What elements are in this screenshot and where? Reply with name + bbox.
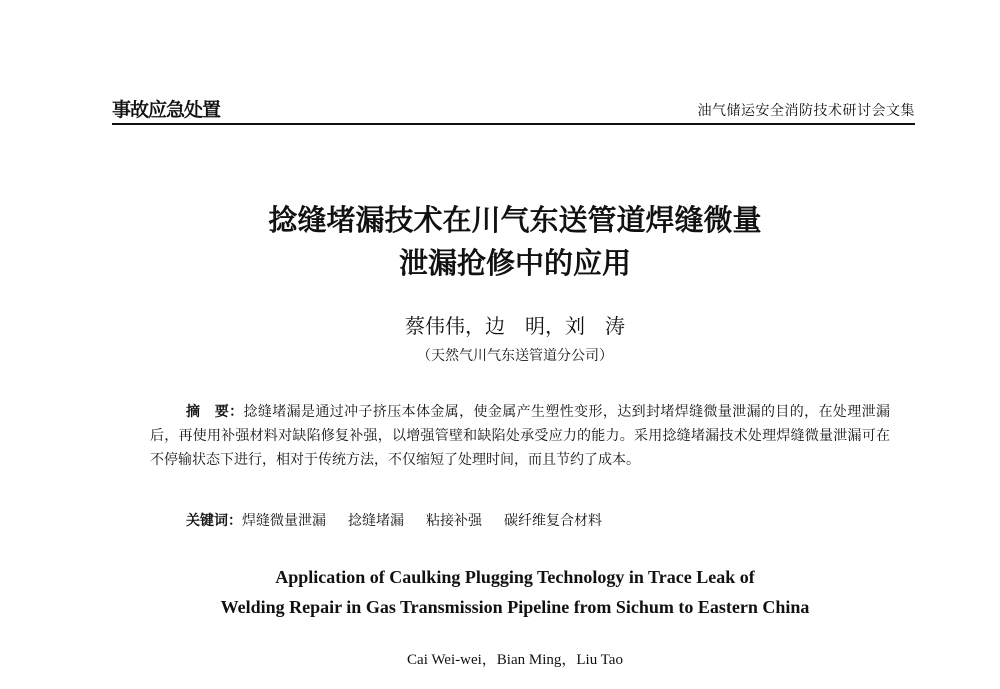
keywords-cn bbox=[186, 509, 886, 533]
title-en-line2: Welding Repair in Gas Transmission Pipeline from Sichum to Eastern China bbox=[220, 597, 810, 617]
title-cn-line1: 捻缝堵漏技术在川气东送管道焊缝微量 bbox=[268, 203, 762, 237]
affiliation-cn: （天然气川气东送管道分公司） bbox=[417, 348, 613, 364]
section-label: 事故应急处置 bbox=[112, 99, 221, 121]
keywords-label: 关键词： bbox=[186, 513, 242, 529]
keyword-item: 捻缝堵漏 bbox=[348, 513, 404, 529]
abstract-cn bbox=[150, 400, 890, 472]
title-en-line1: Application of Caulking Plugging Technology in Trace Leak of bbox=[275, 567, 755, 587]
page-header bbox=[112, 98, 915, 124]
header-rule bbox=[112, 123, 915, 125]
keyword-item: 粘接补强 bbox=[426, 513, 482, 529]
proceedings-title: 油气储运安全消防技术研讨会文集 bbox=[697, 103, 915, 119]
keyword-item: 焊缝微量泄漏 bbox=[242, 513, 326, 529]
authors-cn: 蔡伟伟，边 明，刘 涛 bbox=[405, 314, 625, 338]
abstract-label: 摘 要： bbox=[186, 404, 244, 420]
authors-en: Cai Wei-wei，Bian Ming，Liu Tao bbox=[407, 652, 623, 668]
title-cn-line2: 泄漏抢修中的应用 bbox=[398, 246, 631, 280]
keyword-item: 碳纤维复合材料 bbox=[504, 513, 602, 529]
abstract-text: 捻缝堵漏是通过冲子挤压本体金属，使金属产生塑性变形，达到封堵焊缝微量泄漏的目的，在处理泄漏后，再使用补强材料对缺陷修复补强，以增强管壁和缺陷处承受应力的能力。采用捻缝堵漏技术处理焊缝微量泄漏可在不停输状态下进行，相对于传统方法，不仅缩短了处理时间，而且节约了成本。 bbox=[150, 404, 890, 468]
